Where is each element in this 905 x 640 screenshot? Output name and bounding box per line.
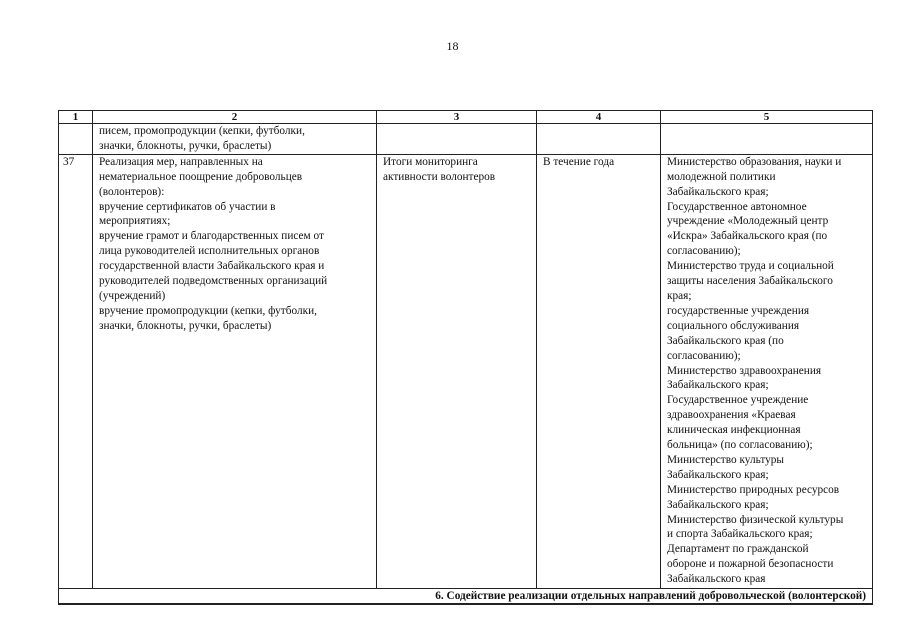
- text-line: вручение сертификатов об участии в: [99, 200, 276, 213]
- text-line: нематериальное поощрение добровольцев: [99, 170, 303, 183]
- text-line: Департамент по гражданской: [667, 543, 809, 556]
- text-line: писем, промопродукции (кепки, футболки,: [99, 125, 305, 137]
- text-line: клиническая инфекционная: [667, 424, 801, 437]
- text-line: Государственное автономное: [667, 200, 807, 213]
- header-col-3: 3: [377, 111, 537, 124]
- text-line: Забайкальского края: [667, 573, 766, 586]
- row-number-cell: 37: [59, 154, 93, 588]
- text-line: обороне и пожарной безопасности: [667, 558, 834, 571]
- continuation-row: [59, 124, 873, 155]
- text-line: В течение года: [543, 155, 615, 168]
- section-heading: 6. Содействие реализации отдельных направлений добровольческой (волонтерской): [59, 588, 873, 604]
- header-col-2: 2: [93, 111, 377, 124]
- header-row: [59, 111, 873, 124]
- text-line: и спорта Забайкальского края;: [667, 528, 813, 541]
- text-line: края;: [667, 289, 692, 302]
- text-line: защиты населения Забайкальского: [667, 275, 833, 288]
- text-line: значки, блокноты, ручки, браслеты): [99, 139, 272, 152]
- text-line: молодежной политики: [667, 170, 776, 183]
- text-line: Забайкальского края;: [667, 185, 769, 198]
- activity-cell: [93, 154, 377, 588]
- text-line: (волонтеров):: [99, 185, 165, 198]
- text-line: Министерство труда и социальной: [667, 260, 834, 273]
- text-line: Министерство здравоохранения: [667, 364, 822, 377]
- text-line: Министерство образования, науки и: [667, 155, 842, 168]
- continuation-number-cell: [59, 124, 93, 155]
- text-line: Министерство природных ресурсов: [667, 483, 840, 496]
- continuation-result-cell: [377, 124, 537, 155]
- text-line: социального обслуживания: [667, 319, 800, 332]
- page-number: 18: [446, 39, 459, 53]
- text-line: вручение промопродукции (кепки, футболки,: [99, 304, 317, 317]
- result-cell: [377, 154, 537, 588]
- text-line: вручение грамот и благодарственных писем от: [99, 230, 324, 243]
- text-line: Министерство физической культуры: [667, 513, 844, 526]
- header-col-1: 1: [59, 111, 93, 124]
- text-line: Министерство культуры: [667, 453, 784, 466]
- table-row-37: [59, 154, 873, 588]
- text-line: государственные учреждения: [667, 304, 810, 317]
- text-line: согласованию);: [667, 349, 741, 362]
- text-line: здравоохранения «Краевая: [667, 409, 796, 422]
- executor-cell: [661, 154, 873, 588]
- header-col-5: 5: [661, 111, 873, 124]
- text-line: Забайкальского края;: [667, 468, 769, 481]
- text-line: Забайкальского края;: [667, 379, 769, 392]
- text-line: Реализация мер, направленных на: [99, 155, 263, 168]
- continuation-term-cell: [537, 124, 661, 155]
- text-line: «Искра» Забайкальского края (по: [667, 230, 828, 243]
- term-cell: [537, 154, 661, 588]
- text-line: активности волонтеров: [383, 170, 496, 183]
- text-line: Забайкальского края;: [667, 498, 769, 511]
- text-line: учреждение «Молодежный центр: [667, 215, 829, 228]
- text-line: согласованию);: [667, 245, 741, 258]
- text-line: Забайкальского края (по: [667, 334, 784, 347]
- continuation-activity-cell: [93, 124, 377, 155]
- text-line: больница» (по согласованию);: [667, 439, 813, 452]
- text-line: Итоги мониторинга: [383, 155, 478, 168]
- continuation-executor-cell: [661, 124, 873, 155]
- text-line: Государственное учреждение: [667, 394, 809, 407]
- plan-table: [58, 110, 873, 605]
- section-heading-row: [59, 588, 873, 604]
- text-line: руководителей подведомственных организаций: [99, 275, 328, 288]
- text-line: государственной власти Забайкальского края и: [99, 260, 325, 273]
- text-line: значки, блокноты, ручки, браслеты): [99, 319, 272, 332]
- header-col-4: 4: [537, 111, 661, 124]
- text-line: (учреждений): [99, 289, 166, 302]
- text-line: мероприятиях;: [99, 215, 171, 228]
- text-line: лица руководителей исполнительных органов: [99, 245, 320, 258]
